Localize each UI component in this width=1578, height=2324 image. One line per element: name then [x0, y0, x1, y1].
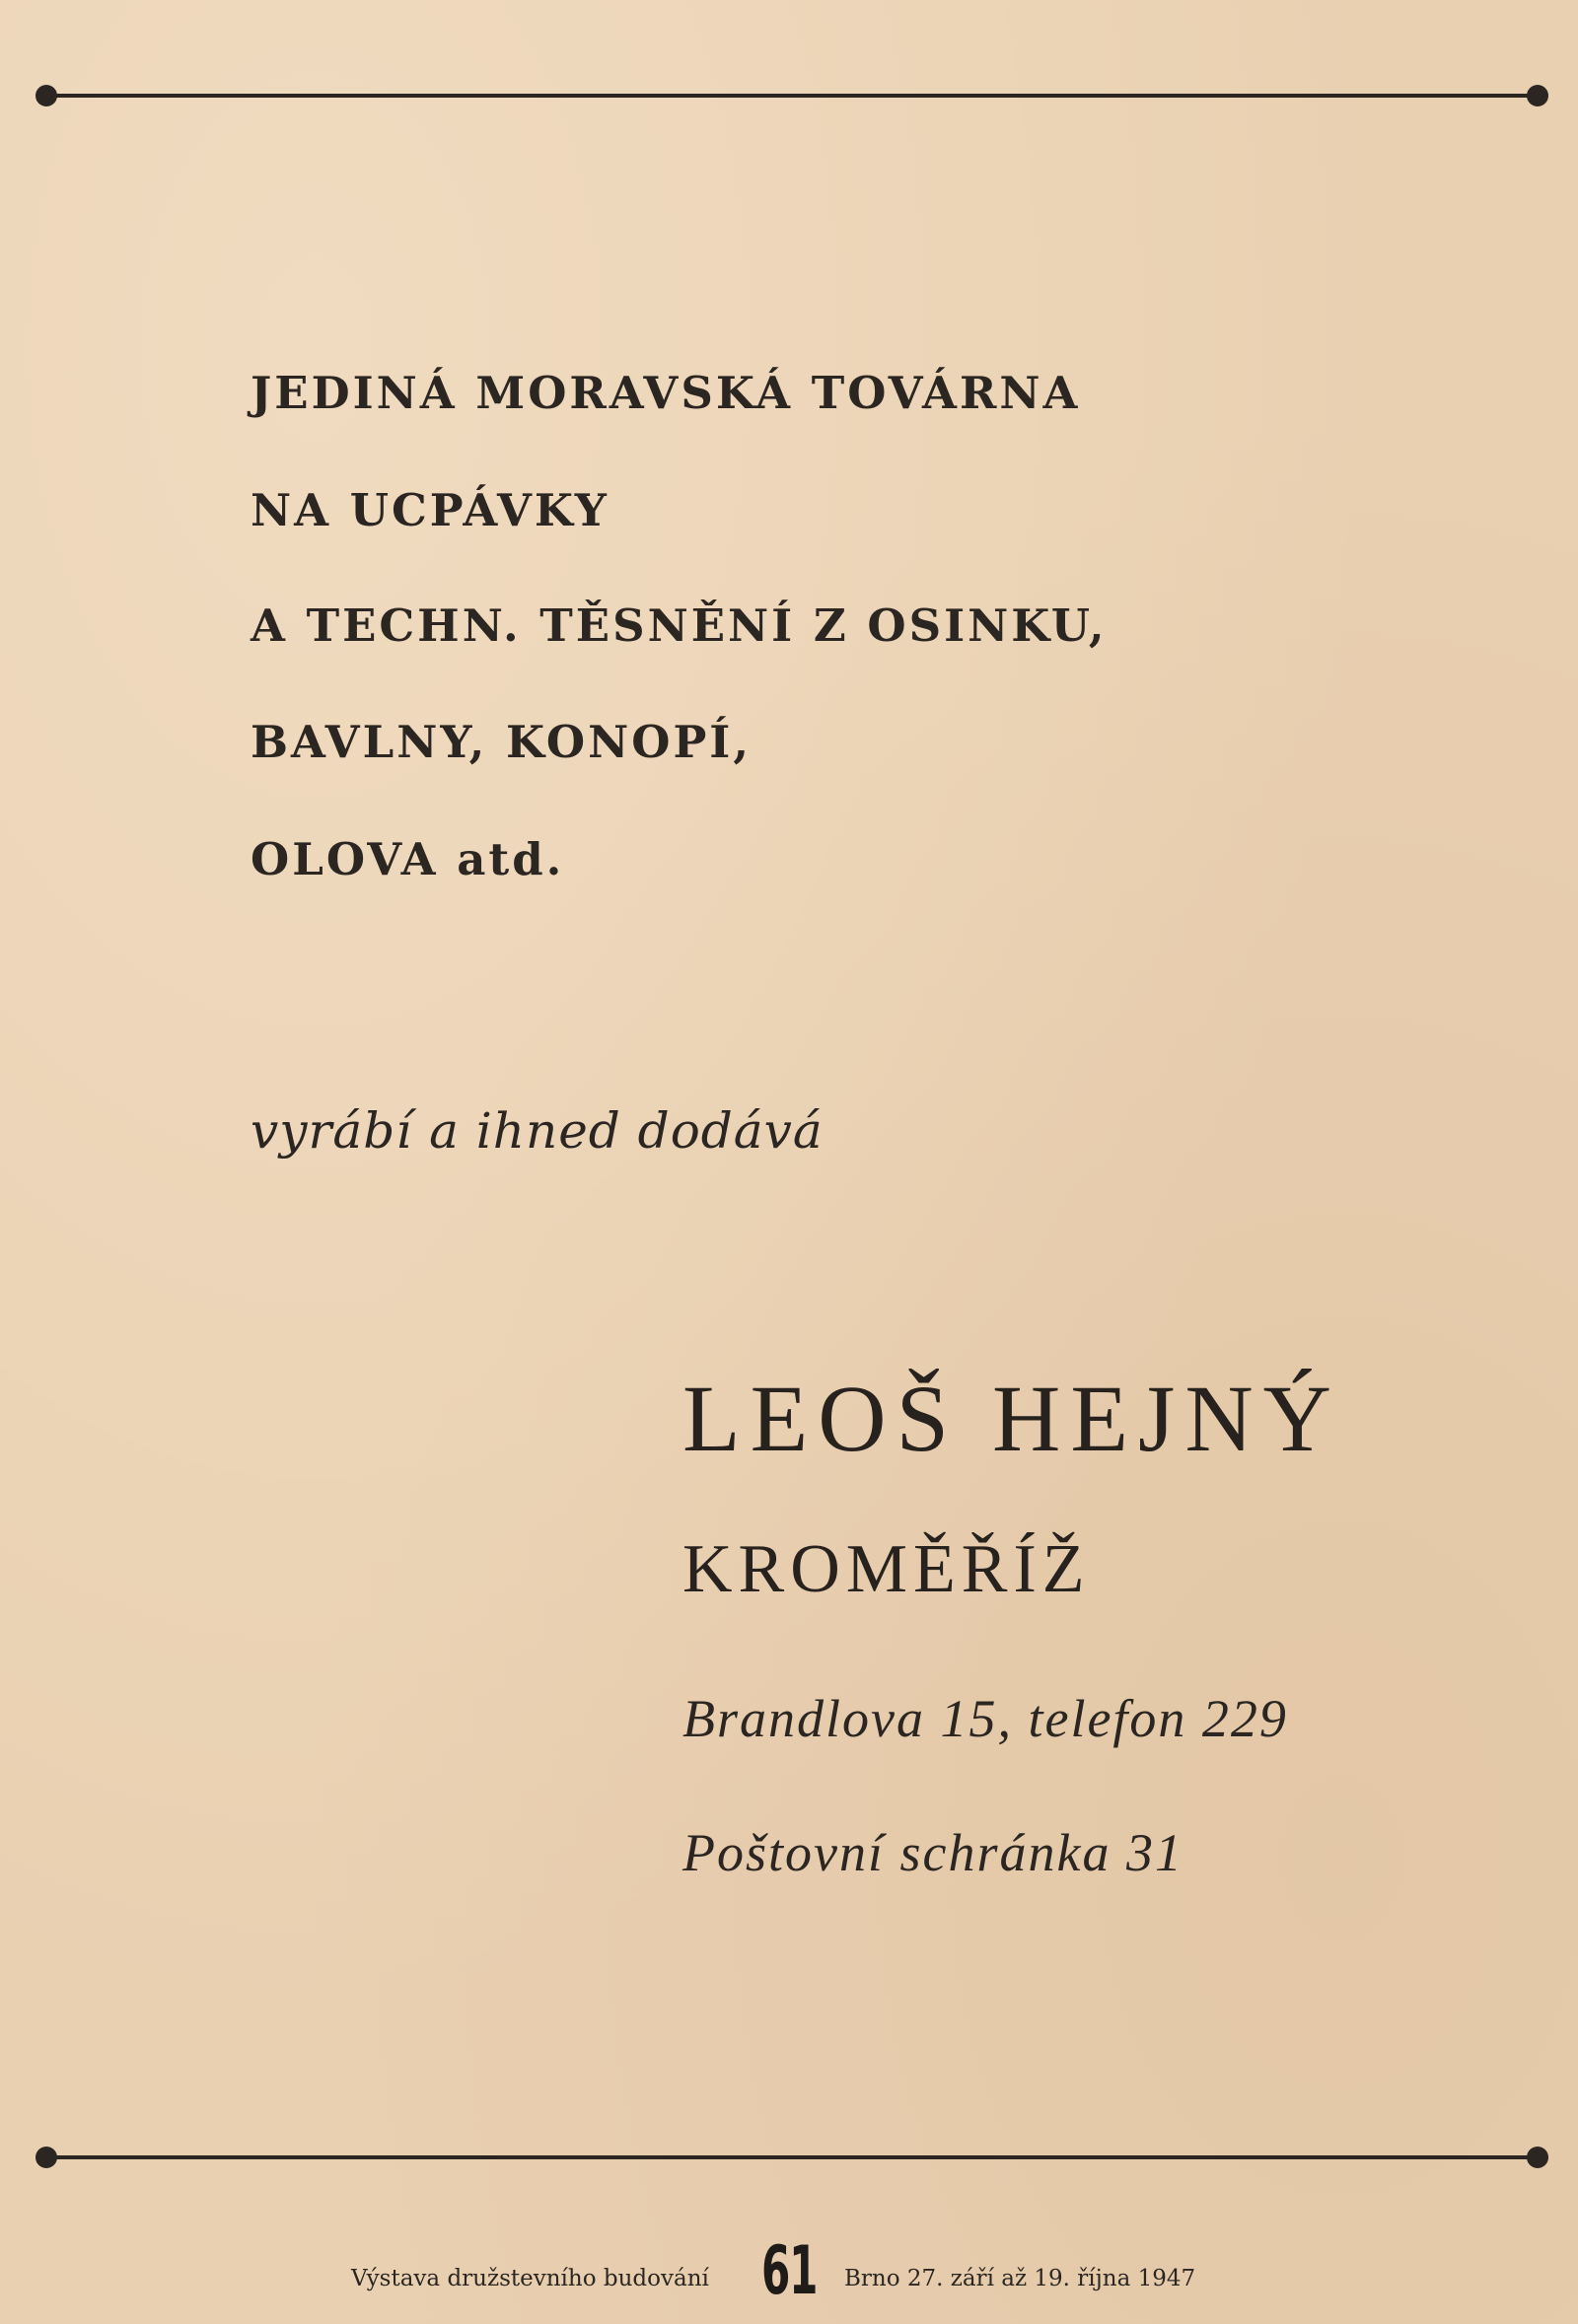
- top-decorative-rule: [47, 94, 1537, 98]
- company-name: LEOŠ HEJNÝ: [682, 1366, 1341, 1471]
- headline-line: A TECHN. TĚSNĚNÍ Z OSINKU,: [251, 599, 1108, 652]
- company-po-box: Poštovní schránka 31: [682, 1823, 1184, 1882]
- footer-exhibition-title: Výstava družstevního budování: [351, 2266, 709, 2291]
- rule-end-dot: [1527, 85, 1548, 106]
- company-address: Brandlova 15, telefon 229: [682, 1689, 1288, 1748]
- headline-line: OLOVA atd.: [251, 833, 565, 885]
- company-city: KROMĚŘÍŽ: [682, 1531, 1091, 1607]
- headline-line: JEDINÁ MORAVSKÁ TOVÁRNA: [251, 367, 1081, 419]
- rule-end-dot: [1527, 2147, 1548, 2168]
- page-footer: [0, 2230, 1578, 2319]
- rule-end-dot: [36, 2147, 57, 2168]
- bottom-decorative-rule: [47, 2155, 1537, 2159]
- page-number: 61: [761, 2232, 818, 2310]
- tagline: vyrábí a ihned dodává: [251, 1102, 824, 1160]
- headline-line: BAVLNY, KONOPÍ,: [251, 716, 753, 768]
- headline-line: NA UCPÁVKY: [251, 484, 610, 536]
- rule-end-dot: [36, 85, 57, 106]
- footer-exhibition-dates: Brno 27. září až 19. října 1947: [844, 2266, 1196, 2291]
